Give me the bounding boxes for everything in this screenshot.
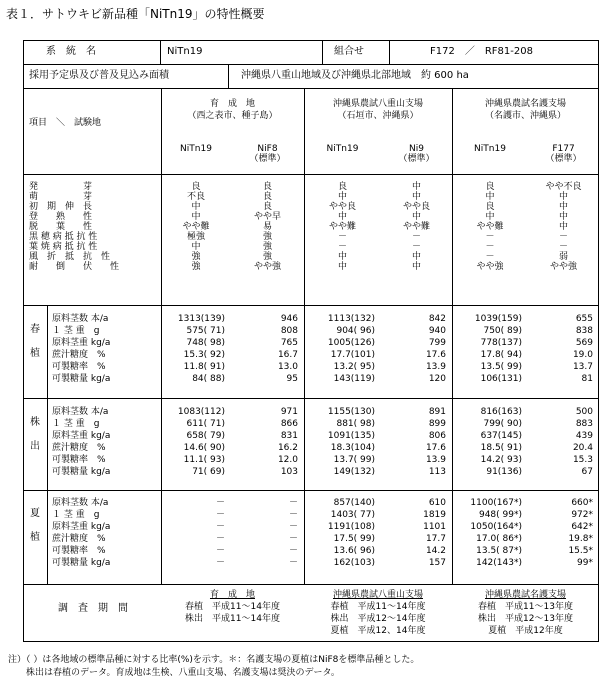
yield-value: 17.7(101) xyxy=(330,350,375,360)
yield-label: 可製糖量 kg/a xyxy=(52,558,111,568)
trait-value: やや強 xyxy=(549,262,577,272)
trait-value: 良 xyxy=(262,192,272,202)
yield-value: 1100(167*) xyxy=(470,498,522,508)
site-sub: （名護市、沖縄県） xyxy=(484,111,566,121)
yield-value: － xyxy=(215,522,225,532)
yield-value: 12.0 xyxy=(277,455,298,465)
survey-period: 春植 平成11～14年度 xyxy=(185,602,280,612)
yield-value: 642* xyxy=(571,522,593,532)
yield-label: 原料茎数 本/a xyxy=(52,314,109,324)
yield-value: 948( 99*) xyxy=(478,510,522,520)
trait-value: 良 xyxy=(485,182,495,192)
yield-value: 778(137) xyxy=(480,338,522,348)
trait-value: 中 xyxy=(485,192,495,202)
yield-value: 95 xyxy=(286,374,298,384)
yield-value: 750( 89) xyxy=(483,326,522,336)
trait-value: やや強 xyxy=(253,262,281,272)
yield-value: 899 xyxy=(428,419,446,429)
yield-value: 655 xyxy=(575,314,593,324)
site-name: 沖縄県農試八重山支場 xyxy=(332,99,423,109)
yield-value: 660* xyxy=(571,498,593,508)
yield-value: 611( 71) xyxy=(186,419,225,429)
yield-value: 71( 69) xyxy=(192,467,225,477)
yield-label: 蔗汁糖度 % xyxy=(52,534,106,544)
yield-value: 103 xyxy=(280,467,298,477)
yield-value: 162(103) xyxy=(333,558,375,568)
yield-value: 637(145) xyxy=(480,431,522,441)
trait-value: 中 xyxy=(411,182,421,192)
yield-value: 14.6( 90) xyxy=(183,443,225,453)
yield-value: － xyxy=(288,498,298,508)
trait-value: 中 xyxy=(558,222,568,232)
yield-value: 14.2 xyxy=(425,546,446,556)
yield-value: 569 xyxy=(575,338,593,348)
yield-value: 120 xyxy=(428,374,446,384)
yield-value: 13.2( 95) xyxy=(333,362,375,372)
yield-value: 1155(130) xyxy=(327,407,375,417)
kumiawase-value: F172 ／ RF81-208 xyxy=(430,46,533,57)
yield-value: 799( 90) xyxy=(483,419,522,429)
variety-header: NiF8 （標準） xyxy=(249,144,286,164)
survey-period: 春植 平成11～14年度 xyxy=(330,602,426,612)
keitou-value: NiTn19 xyxy=(167,46,203,57)
section-label: 株 出 xyxy=(30,417,40,452)
yield-value: 500 xyxy=(575,407,593,417)
footnote: 注）（ ）は各地域の標準品種に対する比率(%)を示す。＊：名護支場の夏植はNiF8を標準品種とした。 xyxy=(8,655,420,665)
row-divider xyxy=(23,88,599,89)
trait-value: やや良 xyxy=(328,202,356,212)
footnotes xyxy=(8,654,419,680)
trait-value: やや難 xyxy=(476,222,504,232)
yield-value: 972* xyxy=(571,510,593,520)
yield-value: 16.2 xyxy=(277,443,298,453)
kumiawase-label: 組合せ xyxy=(334,46,364,57)
yield-value: 81 xyxy=(581,374,593,384)
variety-header: NiTn19 xyxy=(180,144,212,154)
yield-value: 11.1( 93) xyxy=(183,455,225,465)
yield-label: １ 茎 重 g xyxy=(52,326,100,336)
trait-value: 中 xyxy=(485,212,495,222)
trait-value: 中 xyxy=(191,202,201,212)
trait-value: 極強 xyxy=(186,232,205,242)
yield-label: 可製糖量 kg/a xyxy=(52,467,111,477)
yield-value: 857(140) xyxy=(333,498,375,508)
yield-value: － xyxy=(288,534,298,544)
yield-label: 原料茎重 kg/a xyxy=(52,522,111,532)
col-divider xyxy=(47,305,48,584)
trait-value: やや難 xyxy=(402,222,430,232)
yield-value: 11.8( 91) xyxy=(183,362,225,372)
trait-value: － xyxy=(558,232,568,242)
yield-value: 1083(112) xyxy=(177,407,225,417)
keitou-label: 系 統 名 xyxy=(46,46,96,57)
yield-value: 149(132) xyxy=(333,467,375,477)
yield-value: 658( 79) xyxy=(186,431,225,441)
site-name: 育 成 地 xyxy=(209,99,255,109)
yield-value: － xyxy=(215,498,225,508)
yield-value: 15.5* xyxy=(568,546,593,556)
yield-value: 16.7 xyxy=(277,350,298,360)
trait-value: 中 xyxy=(411,212,421,222)
yield-value: 940 xyxy=(428,326,446,336)
trait-value: やや早 xyxy=(253,212,281,222)
row-divider xyxy=(23,305,599,306)
trait-value: － xyxy=(485,242,495,252)
yield-value: 13.7( 99) xyxy=(333,455,375,465)
yield-value: － xyxy=(215,510,225,520)
yield-value: 439 xyxy=(575,431,593,441)
col-divider xyxy=(160,40,161,64)
yield-value: 18.3(104) xyxy=(330,443,375,453)
yield-value: 13.6( 96) xyxy=(333,546,375,556)
yield-value: 816(163) xyxy=(480,407,522,417)
yield-value: 20.4 xyxy=(572,443,593,453)
trait-value: 強 xyxy=(191,252,201,262)
trait-value: 中 xyxy=(411,262,421,272)
yield-label: 可製糖率 % xyxy=(52,546,106,556)
trait-label: 脱 葉 性 xyxy=(29,222,93,232)
trait-value: 中 xyxy=(337,212,347,222)
yield-value: 946 xyxy=(280,314,298,324)
trait-label: 耐 倒 伏 性 xyxy=(29,262,120,272)
trait-value: 中 xyxy=(191,242,201,252)
yield-value: 575( 71) xyxy=(186,326,225,336)
trait-value: 中 xyxy=(411,192,421,202)
trait-value: － xyxy=(411,242,421,252)
survey-period: 夏植 平成12、14年度 xyxy=(330,626,426,636)
trait-value: 良 xyxy=(337,182,347,192)
yield-value: 17.8( 94) xyxy=(480,350,522,360)
section-label: 夏 植 xyxy=(30,508,40,543)
yield-value: 91(136) xyxy=(486,467,522,477)
col-divider xyxy=(389,40,390,64)
yield-value: 14.2( 93) xyxy=(480,455,522,465)
variety-header: F177 （標準） xyxy=(545,144,582,164)
trait-label: 黒 穂 病 抵 抗 性 xyxy=(29,232,98,242)
yield-label: 蔗汁糖度 % xyxy=(52,350,106,360)
trait-label: 登 熟 性 xyxy=(29,212,93,222)
trait-value: 強 xyxy=(262,232,272,242)
yield-value: 831 xyxy=(280,431,298,441)
yield-value: 1005(126) xyxy=(327,338,375,348)
yield-value: 13.9 xyxy=(425,455,446,465)
yield-label: １ 茎 重 g xyxy=(52,510,100,520)
yield-value: 17.7 xyxy=(425,534,446,544)
yield-value: － xyxy=(288,558,298,568)
row-divider xyxy=(23,64,599,65)
row-divider xyxy=(23,398,599,399)
trait-labels xyxy=(29,182,119,272)
yield-value: 838 xyxy=(575,326,593,336)
trait-label: 発 芽 xyxy=(29,182,93,192)
yield-value: 1403( 77) xyxy=(330,510,375,520)
yield-value: 84( 88) xyxy=(192,374,225,384)
yield-value: 971 xyxy=(280,407,298,417)
row-divider xyxy=(23,584,599,585)
variety-header: NiTn19 xyxy=(474,144,506,154)
table-title: 表１．サトウキビ新品種「NiTn19」の特性概要 xyxy=(6,7,265,21)
site-sub: （西之表市、種子島） xyxy=(187,111,278,121)
yield-value: 891 xyxy=(428,407,446,417)
yield-value: 15.3 xyxy=(572,455,593,465)
yield-value: 881( 98) xyxy=(336,419,375,429)
yield-value: 1050(164*) xyxy=(470,522,522,532)
yield-label: 原料茎数 本/a xyxy=(52,498,109,508)
yield-value: 13.7 xyxy=(572,362,593,372)
yield-value: 1113(132) xyxy=(327,314,375,324)
yield-value: 17.6 xyxy=(425,350,446,360)
yield-value: 883 xyxy=(575,419,593,429)
yield-value: 143(119) xyxy=(333,374,375,384)
yield-value: － xyxy=(215,534,225,544)
yield-value: 99* xyxy=(577,558,593,568)
yield-label: １ 茎 重 g xyxy=(52,419,100,429)
survey-site-name: 沖縄県農試名護支場 xyxy=(484,590,566,600)
trait-value: 強 xyxy=(262,252,272,262)
trait-value: 強 xyxy=(262,242,272,252)
survey-period: 株出 平成12～13年度 xyxy=(478,614,573,624)
yield-value: 1039(159) xyxy=(474,314,522,324)
site-name: 沖縄県農試名護支場 xyxy=(484,99,566,109)
trait-value: 中 xyxy=(337,252,347,262)
yield-value: 13.0 xyxy=(277,362,298,372)
trait-value: 中 xyxy=(558,202,568,212)
area-value: 沖縄県八重山地域及び沖縄県北部地域 約 600 ha xyxy=(241,70,469,81)
yield-value: 765 xyxy=(280,338,298,348)
yield-value: 1101 xyxy=(423,522,446,532)
yield-value: － xyxy=(288,546,298,556)
trait-value: 良 xyxy=(191,182,201,192)
survey-period: 株出 平成12～14年度 xyxy=(330,614,426,624)
yield-value: 17.5( 99) xyxy=(333,534,375,544)
row-divider xyxy=(23,174,599,175)
footnote: 株出は春植のデータ。育成地は生検、八重山支場、名護支場は奨決のデータ。 xyxy=(8,668,340,678)
site-sub: （石垣市、沖縄県） xyxy=(337,111,419,121)
yield-value: 13.5( 87*) xyxy=(476,546,522,556)
yield-value: － xyxy=(215,546,225,556)
yield-value: 1819 xyxy=(423,510,446,520)
trait-value: 中 xyxy=(558,212,568,222)
yield-value: 142(143*) xyxy=(476,558,522,568)
yield-value: 799 xyxy=(428,338,446,348)
survey-site-name: 育 成 地 xyxy=(209,590,255,600)
survey-period: 春植 平成11～13年度 xyxy=(478,602,573,612)
survey-period: 夏植 平成12年度 xyxy=(488,626,563,636)
yield-value: 1091(135) xyxy=(327,431,375,441)
trait-value: 良 xyxy=(262,202,272,212)
yield-label: 可製糖量 kg/a xyxy=(52,374,111,384)
trait-value: 中 xyxy=(558,192,568,202)
yield-value: 113 xyxy=(428,467,446,477)
yield-value: 904( 96) xyxy=(336,326,375,336)
yield-value: 808 xyxy=(280,326,298,336)
trait-value: やや不良 xyxy=(545,182,582,192)
survey-site-name: 沖縄県農試八重山支場 xyxy=(332,590,423,600)
yield-label: 原料茎重 kg/a xyxy=(52,338,111,348)
yield-value: 17.0( 86*) xyxy=(476,534,522,544)
trait-value: － xyxy=(485,252,495,262)
yield-value: － xyxy=(288,522,298,532)
trait-label: 萌 芽 xyxy=(29,192,93,202)
trait-label: 葉 焼 病 抵 抗 性 xyxy=(29,242,98,252)
yield-value: 106(131) xyxy=(480,374,522,384)
yield-value: 842 xyxy=(428,314,446,324)
yield-value: 13.9 xyxy=(425,362,446,372)
survey-label: 調 査 期 間 xyxy=(58,603,128,614)
col-divider xyxy=(228,64,229,88)
section-label: 春 植 xyxy=(30,324,40,359)
trait-value: 中 xyxy=(411,252,421,262)
yield-value: 19.8* xyxy=(568,534,593,544)
trait-label: 初 期 伸 長 xyxy=(29,202,93,212)
yield-value: 13.5( 99) xyxy=(480,362,522,372)
trait-value: － xyxy=(411,232,421,242)
trait-label: 風 折 抵 抗 性 xyxy=(29,252,111,262)
row-divider xyxy=(23,490,599,491)
yield-value: 18.5( 91) xyxy=(480,443,522,453)
trait-value: 中 xyxy=(337,192,347,202)
yield-label: 可製糖率 % xyxy=(52,455,106,465)
trait-value: やや難 xyxy=(182,222,210,232)
trait-value: 不良 xyxy=(186,192,205,202)
trait-value: － xyxy=(337,242,347,252)
trait-value: 強 xyxy=(191,262,201,272)
yield-label: 原料茎数 本/a xyxy=(52,407,109,417)
col-divider xyxy=(322,40,323,64)
yield-value: 67 xyxy=(581,467,593,477)
trait-value: 易 xyxy=(262,222,272,232)
yield-label: 蔗汁糖度 % xyxy=(52,443,106,453)
trait-value: 中 xyxy=(191,212,201,222)
variety-header: NiTn19 xyxy=(326,144,359,154)
trait-value: 弱 xyxy=(558,252,568,262)
trait-value: やや難 xyxy=(328,222,356,232)
yield-label: 可製糖率 % xyxy=(52,362,106,372)
yield-value: 806 xyxy=(428,431,446,441)
trait-value: 中 xyxy=(337,262,347,272)
trait-value: － xyxy=(485,232,495,242)
yield-value: － xyxy=(215,558,225,568)
trait-value: － xyxy=(558,242,568,252)
yield-value: 1313(139) xyxy=(177,314,225,324)
yield-value: 610 xyxy=(428,498,446,508)
variety-header: Ni9 （標準） xyxy=(398,144,435,164)
yield-value: － xyxy=(288,510,298,520)
yield-value: 866 xyxy=(280,419,298,429)
area-label: 採用予定県及び普及見込み面積 xyxy=(29,70,169,81)
row-col-label: 項目 ＼ 試験地 xyxy=(29,118,102,128)
yield-value: 19.0 xyxy=(572,350,593,360)
survey-period: 株出 平成11～14年度 xyxy=(185,614,280,624)
yield-value: 1191(108) xyxy=(327,522,375,532)
trait-value: やや良 xyxy=(402,202,430,212)
yield-value: 15.3( 92) xyxy=(183,350,225,360)
yield-value: 157 xyxy=(428,558,446,568)
trait-value: やや強 xyxy=(476,262,504,272)
trait-value: 良 xyxy=(262,182,272,192)
yield-label: 原料茎重 kg/a xyxy=(52,431,111,441)
yield-value: 748( 98) xyxy=(186,338,225,348)
yield-value: 17.6 xyxy=(425,443,446,453)
trait-value: － xyxy=(337,232,347,242)
trait-value: 良 xyxy=(485,202,495,212)
